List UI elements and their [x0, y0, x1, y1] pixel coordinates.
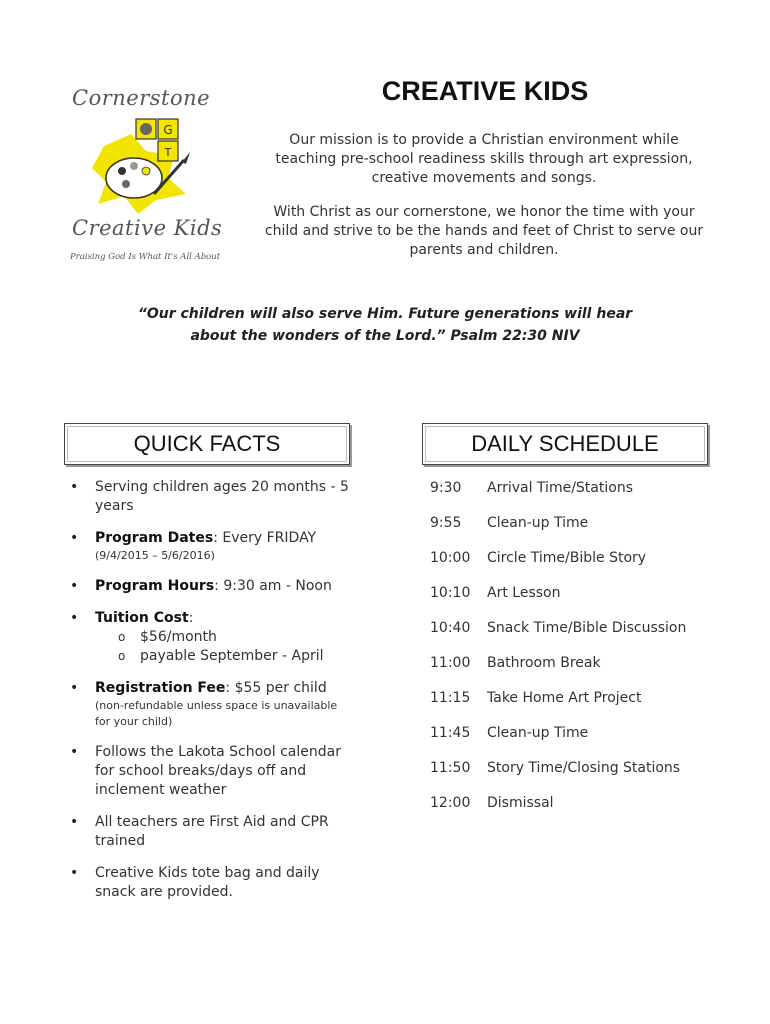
schedule-time: 12:00: [430, 795, 471, 811]
quick-facts-heading: QUICK FACTS: [64, 423, 350, 465]
tuition-sublist: [95, 628, 354, 666]
daily-schedule-heading: DAILY SCHEDULE: [422, 423, 708, 465]
program-dates-value: : Every FRIDAY: [213, 530, 317, 546]
schedule-row: [430, 723, 730, 758]
tuition-label: Tuition Cost: [95, 610, 189, 626]
verse-line-2: about the wonders of the Lord.” Psalm 22:30 NIV: [190, 328, 580, 344]
fact-program-hours: [64, 577, 354, 596]
fact-tote: [64, 864, 354, 902]
palette-cross-icon: [86, 116, 206, 216]
tuition-item: o $56/month: [95, 628, 354, 647]
schedule-activity: Story Time/Closing Stations: [487, 760, 681, 776]
svg-text:G: G: [163, 123, 173, 137]
fact-tote-text: Creative Kids tote bag and daily snack are provided.: [95, 865, 320, 900]
schedule-activity: Arrival Time/Stations: [487, 480, 633, 496]
schedule-time: 9:30: [430, 480, 462, 496]
registration-label: Registration Fee: [95, 680, 226, 696]
registration-note: (non-refundable unless space is unavailable for your child): [95, 699, 338, 728]
schedule-activity: Art Lesson: [487, 585, 561, 601]
schedule-activity: Clean-up Time: [487, 725, 589, 741]
fact-teachers-text: All teachers are First Aid and CPR trained: [95, 814, 329, 849]
schedule-row: [430, 618, 730, 653]
fact-teachers: [64, 813, 354, 851]
program-dates-range: (9/4/2015 – 5/6/2016): [95, 549, 215, 562]
schedule-row: [430, 688, 730, 723]
schedule-row: [430, 583, 730, 618]
schedule-row: [430, 758, 730, 793]
cornerstone-statement: With Christ as our cornerstone, we honor the time with your child and strive to be the hands and feet of Christ to serve our parents and children.: [264, 204, 704, 258]
schedule-activity: Snack Time/Bible Discussion: [487, 620, 687, 636]
logo-tagline: Praising God Is What It's All About: [70, 252, 221, 262]
schedule-activity: Clean-up Time: [487, 515, 589, 531]
schedule-activity: Dismissal: [487, 795, 554, 811]
quick-facts-list: [64, 478, 354, 915]
fact-program-dates: [64, 529, 354, 564]
fact-calendar-text: Follows the Lakota School calendar for school breaks/days off and inclement weather: [95, 744, 341, 798]
page-title: CREATIVE KIDS: [381, 76, 589, 106]
schedule-time: 11:50: [430, 760, 471, 776]
fact-ages: [64, 478, 354, 516]
fact-calendar: [64, 743, 354, 800]
tuition-item: o payable September - April: [95, 647, 354, 666]
schedule-time: 10:40: [430, 620, 471, 636]
logo-text-top: Cornerstone: [72, 86, 211, 110]
schedule-time: 9:55: [430, 515, 462, 531]
program-hours-value: : 9:30 am - Noon: [214, 578, 332, 594]
bible-verse: [120, 303, 650, 347]
schedule-row: [430, 548, 730, 583]
schedule-row: [430, 653, 730, 688]
mission-statement: Our mission is to provide a Christian environment while teaching pre-school readiness skills through art expression, creative movements and songs.: [275, 132, 693, 186]
logo-text-bottom: Creative Kids: [72, 216, 223, 240]
schedule-table: [430, 478, 730, 828]
schedule-time: 11:15: [430, 690, 471, 706]
fact-registration: [64, 679, 354, 730]
verse-line-1: “Our children will also serve Him. Future generations will hear: [137, 306, 633, 322]
tuition-colon: :: [188, 610, 194, 626]
fact-tuition: [64, 609, 354, 666]
schedule-row: [430, 513, 730, 548]
fact-ages-text: Serving children ages 20 months - 5 years: [95, 479, 349, 514]
schedule-time: 10:00: [430, 550, 471, 566]
schedule-activity: Bathroom Break: [487, 655, 601, 671]
svg-text:T: T: [164, 146, 172, 159]
schedule-time: 11:45: [430, 725, 471, 741]
schedule-row: [430, 793, 730, 828]
schedule-activity: Circle Time/Bible Story: [487, 550, 647, 566]
schedule-row: [430, 478, 730, 513]
program-dates-label: Program Dates: [95, 530, 214, 546]
schedule-time: 10:10: [430, 585, 471, 601]
schedule-activity: Take Home Art Project: [487, 690, 642, 706]
schedule-time: 11:00: [430, 655, 471, 671]
program-hours-label: Program Hours: [95, 578, 215, 594]
logo: [66, 84, 226, 269]
registration-value: : $55 per child: [225, 680, 327, 696]
